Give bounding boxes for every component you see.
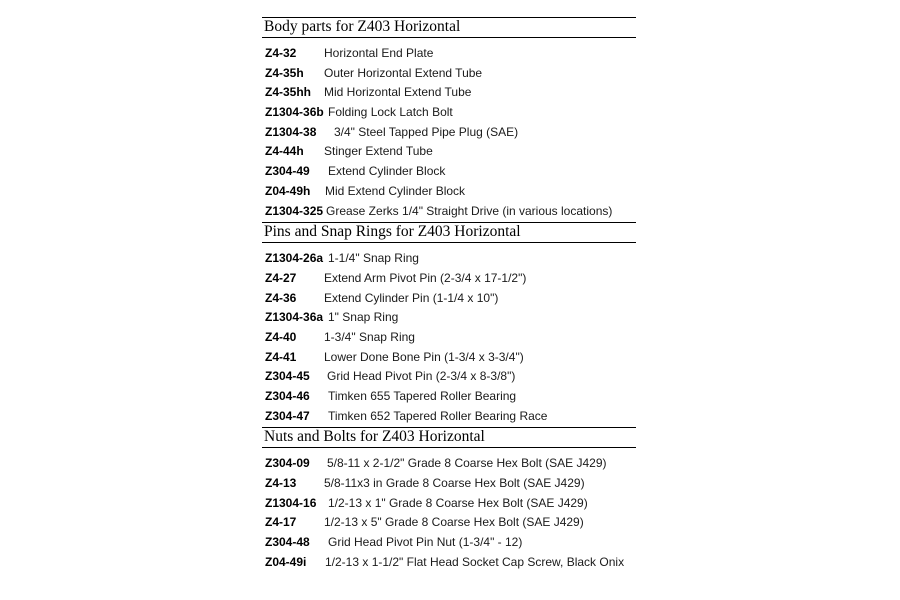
part-number: Z4-40: [265, 329, 297, 344]
part-description: Timken 655 Tapered Roller Bearing: [328, 389, 517, 403]
part-description: Grease Zerks 1/4" Straight Drive (in various locations): [326, 203, 613, 218]
part-list: [262, 38, 636, 222]
part-number: Z4-35hh: [265, 85, 312, 100]
parts-section: [262, 222, 636, 427]
part-row: [262, 553, 636, 573]
part-description: 1" Snap Ring: [328, 310, 399, 325]
part-list: [262, 243, 636, 427]
part-description: Timken 652 Tapered Roller Bearing Race: [328, 408, 548, 423]
part-row: [262, 494, 636, 514]
part-number: Z4-44h: [265, 144, 304, 159]
part-number: Z4-17: [265, 515, 297, 530]
part-number: Z1304-38: [265, 124, 317, 139]
part-row: [262, 387, 636, 407]
part-description: Outer Horizontal Extend Tube: [324, 65, 483, 80]
part-number: Z04-49h: [265, 183, 311, 198]
part-description: Stinger Extend Tube: [324, 144, 433, 159]
part-description: Folding Lock Latch Bolt: [328, 105, 453, 120]
part-number: Z04-49i: [265, 554, 307, 569]
parts-sections: [262, 17, 636, 574]
part-number: Z304-49: [265, 164, 310, 179]
part-row: [262, 202, 636, 222]
part-row: [262, 162, 636, 182]
part-row: [262, 308, 636, 328]
part-number: Z1304-16: [265, 495, 317, 510]
part-row: [262, 289, 636, 309]
part-number: Z4-41: [265, 349, 297, 364]
part-row: [262, 407, 636, 427]
part-row: [262, 249, 636, 269]
part-row: [262, 44, 636, 64]
part-number: Z1304-36a: [265, 310, 324, 325]
section-title: Body parts for Z403 Horizontal: [262, 17, 636, 38]
part-description: Extend Arm Pivot Pin (2-3/4 x 17-1/2"): [324, 270, 527, 285]
part-row: [262, 142, 636, 162]
part-number: Z1304-26a: [265, 251, 324, 266]
section-title: Nuts and Bolts for Z403 Horizontal: [262, 427, 636, 448]
part-number: Z4-32: [265, 46, 297, 60]
part-row: [262, 533, 636, 553]
part-description: 1/2-13 x 1-1/2" Flat Head Socket Cap Screw, Black Onix: [325, 554, 625, 569]
part-row: [262, 367, 636, 387]
part-list: [262, 448, 636, 573]
part-description: 5/8-11 x 2-1/2" Grade 8 Coarse Hex Bolt (SAE J429): [327, 456, 607, 471]
section-title: Pins and Snap Rings for Z403 Horizontal: [262, 222, 636, 243]
part-description: Extend Cylinder Block: [328, 164, 446, 179]
part-row: [262, 328, 636, 348]
part-description: 1-3/4" Snap Ring: [324, 329, 415, 344]
part-row: [262, 123, 636, 143]
part-row: [262, 269, 636, 289]
part-number: Z1304-325: [265, 203, 324, 218]
part-row: [262, 103, 636, 123]
part-row: [262, 64, 636, 84]
parts-document: [262, 17, 636, 574]
part-number: Z4-36: [265, 290, 297, 305]
part-description: Mid Extend Cylinder Block: [325, 183, 466, 198]
part-number: Z304-48: [265, 535, 310, 550]
parts-section: [262, 17, 636, 222]
part-description: 3/4" Steel Tapped Pipe Plug (SAE): [334, 124, 519, 139]
part-number: Z304-09: [265, 456, 310, 471]
part-number: Z4-13: [265, 476, 297, 491]
part-description: 1/2-13 x 1" Grade 8 Coarse Hex Bolt (SAE J429): [328, 495, 588, 510]
part-number: Z304-46: [265, 389, 310, 403]
part-description: 5/8-11x3 in Grade 8 Coarse Hex Bolt (SAE J429): [324, 476, 585, 491]
part-row: [262, 474, 636, 494]
part-row: [262, 182, 636, 202]
part-row: [262, 513, 636, 533]
part-row: [262, 348, 636, 368]
part-number: Z4-35h: [265, 65, 304, 80]
part-row: [262, 454, 636, 474]
part-row: [262, 83, 636, 103]
part-description: Extend Cylinder Pin (1-1/4 x 10"): [324, 290, 499, 305]
part-number: Z1304-36b: [265, 105, 324, 120]
part-number: Z4-27: [265, 270, 297, 285]
part-description: Grid Head Pivot Pin Nut (1-3/4" - 12): [328, 535, 523, 550]
part-description: Horizontal End Plate: [324, 46, 434, 60]
part-description: 1/2-13 x 5" Grade 8 Coarse Hex Bolt (SAE J429): [324, 515, 584, 530]
parts-section: [262, 427, 636, 573]
part-description: 1-1/4" Snap Ring: [328, 251, 419, 266]
part-number: Z304-47: [265, 408, 310, 423]
part-description: Mid Horizontal Extend Tube: [324, 85, 472, 100]
part-description: Lower Done Bone Pin (1-3/4 x 3-3/4"): [324, 349, 524, 364]
part-number: Z304-45: [265, 369, 310, 384]
part-description: Grid Head Pivot Pin (2-3/4 x 8-3/8"): [327, 369, 516, 384]
